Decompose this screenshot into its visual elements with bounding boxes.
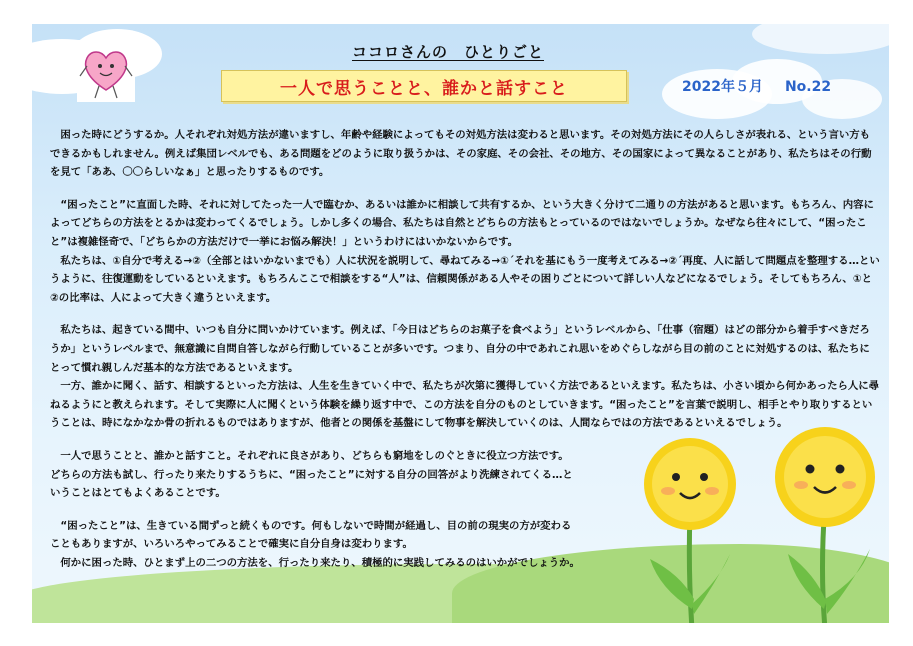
newsletter-sheet bbox=[32, 24, 889, 623]
cloud bbox=[752, 24, 889, 54]
series-title: ココロさんの ひとりごと bbox=[351, 43, 544, 61]
paragraph: 何かに困った時、ひとまず上の二つの方法を、行ったり来たり、積極的に実践してみるのはいかがでしょうか。 bbox=[50, 556, 580, 569]
paragraph: 私たちは、①自分で考える→②（全部とはいかないまでも）人に状況を説明して、尋ねてみる→①´それを基にもう一度考えてみる→②´再度、人に話して問題点を整理する…というように、往復運動をしているといえます。もちろんここで相談をする“人”は、信頼関係がある人やその困りごとについて詳しい人などになるでしょう。そしてもちろん、①と②の比率は、人によって大きく違うといえます。 bbox=[50, 254, 880, 304]
date-text: 2022年５月 bbox=[682, 79, 763, 95]
headline-banner bbox=[221, 70, 627, 102]
flower-left bbox=[644, 438, 736, 530]
issue-date bbox=[682, 76, 831, 96]
paragraph: どちらの方法も試し、行ったり来たりするうちに、“困ったこと”に対する自分の回答がより洗練されてくる…と bbox=[50, 468, 573, 481]
paragraph-gap bbox=[50, 307, 880, 321]
heart-character-icon bbox=[77, 40, 135, 102]
paragraph: “困ったこと”は、生きている間ずっと続くものです。何もしないで時間が経過し、目の前の現実の方が変わる bbox=[50, 519, 572, 532]
paragraph: 私たちは、起きている間中、いつも自分に問いかけています。例えば、「今日はどちらのお菓子を食べよう」というレベルから、「仕事（宿題）はどの部分から着手すべきだろうか」というレベルまで、無意識に自問自答しながら行動していることが多いです。つまり、自分の中であれこれ思いをめぐらしながら目の前のことに対処するのは、私たちにとって慣れ親しんだ基本的な方法であるといえます。 bbox=[50, 324, 870, 374]
issue-number: No.22 bbox=[784, 79, 832, 95]
flower-right bbox=[775, 427, 875, 527]
paragraph: 一方、誰かに聞く、話す、相談するといった方法は、人生を生きていく中で、私たちが次第に獲得していく方法であるといえます。私たちは、小さい頃から何かあったら人に尋ねるようにと教えられます。そして実際に人に聞くという体験を繰り返す中で、この方法を自分のものとしていきます。“困ったこと”を言葉で説明し、相手とやり取りするということは、時になかなか骨の折れるものではありますが、他者との関係を基盤にして物事を解決していくのは、人間ならではの方法であるといえるでしょう。 bbox=[50, 380, 880, 430]
smiling-dandelion-illustration bbox=[620, 419, 889, 623]
paragraph-gap bbox=[50, 182, 880, 196]
paragraph: 困った時にどうするか。人それぞれ対処方法が違いますし、年齢や経験によってもその対処方法は変わると思います。その対処方法にその人らしさが表れる、という言い方もできるかもしれません。例えば集団レベルでも、ある問題をどのように取り扱うかは、その家庭、その会社、その地方、その国家によって異なることがあり、私たちはその行動を見て「ああ、〇〇らしいなぁ」と思ったりするものです。 bbox=[50, 129, 872, 179]
headline: 一人で思うことと、誰かと話すこと bbox=[280, 78, 568, 99]
paragraph: 一人で思うことと、誰かと話すこと。それぞれに良さがあり、どちらも窮地をしのぐときに役立つ方法です。 bbox=[50, 449, 569, 462]
paragraph: いうことはとてもよくあることです。 bbox=[50, 487, 226, 500]
paragraph: “困ったこと”に直面した時、それに対してたった一人で臨むか、あるいは誰かに相談して共有するか、という大きく分けて二通りの方法があると思います。もちろん、内容によってどちらの方法をとるかは変わってくるでしょう。しかし多くの場合、私たちは自然とどちらの方法もとっているのではないでしょうか。なぜなら往々にして、“困ったこと”は複雑怪奇で、「どちらかの方法だけで一挙にお悩み解決！」というわけにはいかないからです。 bbox=[50, 198, 874, 248]
paragraph: こともありますが、いろいろやってみることで確実に自分自身は変わります。 bbox=[50, 538, 413, 551]
